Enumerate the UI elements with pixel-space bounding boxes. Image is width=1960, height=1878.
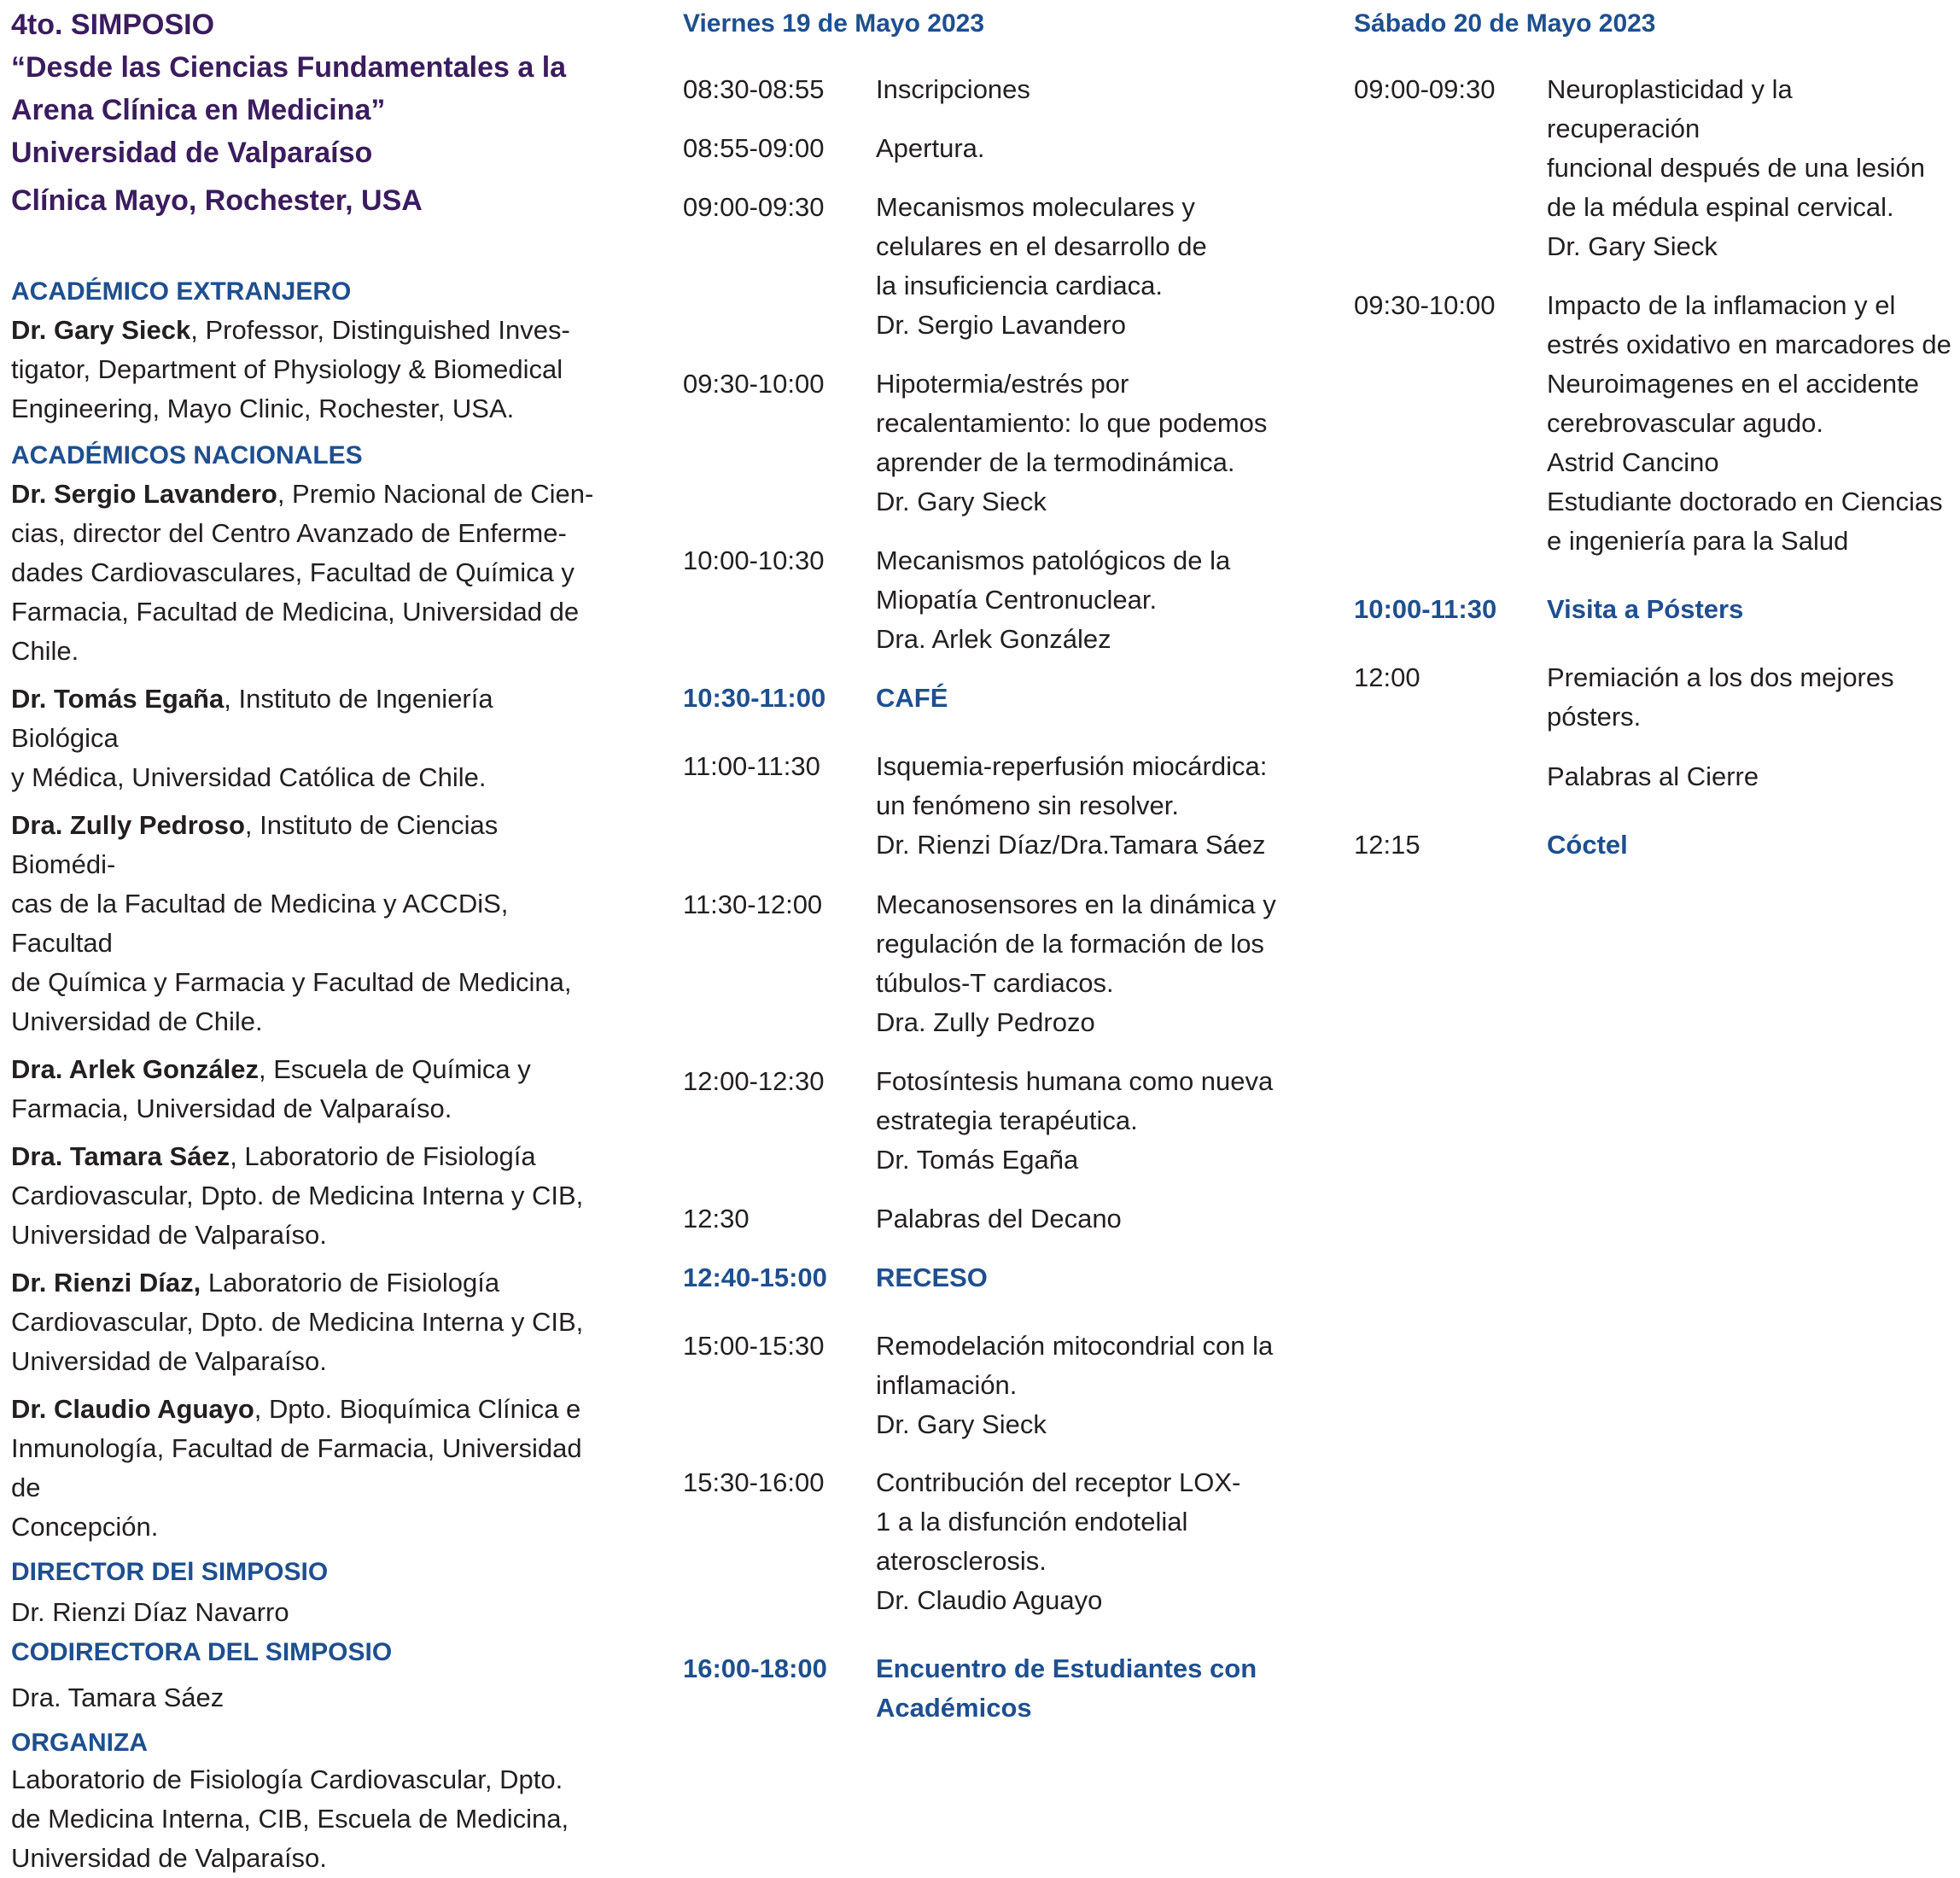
agenda-item: [876, 70, 1298, 109]
agenda-time: 12:40-15:00: [683, 1263, 827, 1292]
agenda-item: [876, 679, 1298, 718]
agenda-line: Cóctel: [1547, 830, 1628, 860]
agenda-item: [876, 885, 1298, 1042]
friday-column: [683, 0, 1298, 1728]
agenda-line: Dr. Tomás Egaña: [876, 1145, 1079, 1175]
agenda-line: Académicos: [876, 1693, 1032, 1723]
agenda-line: regulación de la formación de los: [876, 929, 1264, 959]
agenda-line: pósters.: [1547, 702, 1642, 732]
agenda-line: la insuficiencia cardiaca.: [876, 271, 1164, 300]
agenda-time: 09:30-10:00: [1354, 290, 1496, 320]
academic-line: [11, 1390, 600, 1429]
agenda-line: Impacto de la inflamacion y el: [1547, 290, 1896, 320]
academic-line: Farmacia, Universidad de Valparaíso.: [11, 1094, 452, 1123]
academic-name: Dr. Claudio Aguayo: [11, 1394, 254, 1424]
agenda-row: [683, 747, 1298, 865]
agenda-line: aprender de la termodinámica.: [876, 447, 1235, 477]
academic-line: de Química y Farmacia y Facultad de Medicina,: [11, 967, 572, 997]
academic-line: Inmunología, Facultad de Farmacia, Universidad de: [11, 1433, 582, 1502]
organiza-text: [11, 1760, 600, 1878]
agenda-line: Dr. Gary Sieck: [876, 1409, 1047, 1439]
saturday-agenda: [1354, 70, 1951, 865]
agenda-line: Encuentro de Estudiantes con: [876, 1653, 1257, 1683]
agenda-line: Dr. Rienzi Díaz/Dra.Tamara Sáez: [876, 830, 1266, 860]
agenda-row: [1354, 590, 1951, 629]
academic-entry: [11, 806, 600, 1041]
agenda-time: 11:00-11:30: [683, 751, 820, 781]
agenda-item: [1547, 590, 1951, 629]
agenda-line: de la médula espinal cervical.: [1547, 192, 1894, 222]
academic-line: [11, 1137, 600, 1176]
academic-line: dades Cardiovasculares, Facultad de Química y: [11, 557, 575, 587]
agenda-line: Mecanismos patológicos de la: [876, 545, 1231, 575]
agenda-row: [1354, 825, 1951, 865]
academic-line: Cardiovascular, Dpto. de Medicina Interna y CIB,: [11, 1181, 584, 1210]
agenda-line: Visita a Pósters: [1547, 594, 1744, 624]
academic-line: [11, 1050, 600, 1089]
agenda-row: [1354, 658, 1951, 737]
academic-line: [11, 806, 600, 884]
agenda-row: [683, 1463, 1298, 1620]
agenda-item: [876, 129, 1298, 168]
agenda-time: 15:30-16:00: [683, 1467, 825, 1497]
agenda-line: Mecanismos moleculares y: [876, 192, 1195, 222]
agenda-item: [876, 1649, 1298, 1728]
agenda-item: [1547, 825, 1951, 865]
agenda-line: Dr. Gary Sieck: [876, 487, 1047, 516]
agenda-item: [1547, 658, 1951, 737]
agenda-item: [876, 1327, 1298, 1444]
agenda-time: [1354, 757, 1547, 796]
agenda-line: inflamación.: [876, 1370, 1018, 1400]
agenda-row: [683, 129, 1298, 168]
symposium-title: [11, 0, 600, 222]
saturday-column: [1354, 0, 1951, 865]
academic-affiliation: , Laboratorio de Fisiología: [230, 1141, 536, 1171]
agenda-item: [876, 365, 1298, 522]
academic-line: Engineering, Mayo Clinic, Rochester, USA.: [11, 394, 515, 423]
agenda-item: [876, 1199, 1298, 1239]
agenda-row: [683, 1649, 1298, 1728]
academic-affiliation: , Premio Nacional de Cien-: [277, 479, 594, 509]
agenda-time: 12:30: [683, 1204, 750, 1234]
academic-line: Concepción.: [11, 1512, 159, 1542]
agenda-time: 15:00-15:30: [683, 1331, 825, 1361]
agenda-line: RECESO: [876, 1263, 988, 1292]
friday-agenda: [683, 70, 1298, 1728]
agenda-line: e ingeniería para la Salud: [1547, 526, 1849, 556]
academic-entry: [11, 1137, 600, 1255]
agenda-line: celulares en el desarrollo de: [876, 231, 1207, 261]
academic-entry: [11, 679, 600, 797]
agenda-row: [683, 1258, 1298, 1298]
academic-entry: [11, 1050, 600, 1129]
agenda-time: 12:00-12:30: [683, 1066, 825, 1096]
academicos-nacionales-list: [11, 475, 600, 1547]
agenda-line: Neuroplasticidad y la: [1547, 74, 1793, 104]
agenda-time: 08:30-08:55: [683, 74, 825, 104]
academic-line: Universidad de Valparaíso.: [11, 1220, 327, 1250]
academic-entry: [11, 1390, 600, 1547]
academic-name: Dr. Gary Sieck: [11, 315, 191, 345]
agenda-line: Inscripciones: [876, 74, 1030, 104]
agenda-line: un fenómeno sin resolver.: [876, 790, 1179, 820]
academic-line: Universidad de Valparaíso.: [11, 1346, 327, 1376]
agenda-row: [683, 70, 1298, 109]
director-heading: DIRECTOR DEl SIMPOSIO: [11, 1558, 329, 1586]
agenda-line: Palabras del Decano: [876, 1204, 1122, 1234]
agenda-line: Hipotermia/estrés por: [876, 369, 1129, 399]
agenda-item: [1547, 286, 1951, 561]
academic-affiliation: , Professor, Distinguished Inves-: [190, 315, 570, 345]
friday-heading: Viernes 19 de Mayo 2023: [683, 9, 984, 38]
agenda-time: 09:00-09:30: [1354, 74, 1496, 104]
agenda-line: Premiación a los dos mejores: [1547, 662, 1894, 692]
agenda-line: Palabras al Cierre: [1547, 761, 1759, 791]
academic-line: Chile.: [11, 636, 79, 666]
agenda-item: [876, 1463, 1298, 1620]
title-line: Arena Clínica en Medicina”: [11, 94, 386, 126]
academic-line: [11, 679, 600, 758]
academic-line: [11, 311, 600, 350]
agenda-line: recalentamiento: lo que podemos: [876, 408, 1268, 438]
academic-line: Universidad de Chile.: [11, 1006, 263, 1036]
academic-line: [11, 1263, 600, 1303]
agenda-time: 10:00-10:30: [683, 545, 825, 575]
organiza-line: Laboratorio de Fisiología Cardiovascular, Dpto.: [11, 1764, 563, 1794]
agenda-line: Apertura.: [876, 133, 985, 163]
academic-line: Farmacia, Facultad de Medicina, Universidad de: [11, 597, 580, 627]
organiza-heading: ORGANIZA: [11, 1729, 148, 1757]
academico-extranjero-heading: ACADÉMICO EXTRANJERO: [11, 277, 352, 306]
agenda-line: 1 a la disfunción endotelial: [876, 1507, 1188, 1537]
academic-line: tigator, Department of Physiology & Biomedical: [11, 354, 563, 384]
agenda-item: [876, 541, 1298, 659]
agenda-line: funcional después de una lesión: [1547, 153, 1925, 183]
academic-line: Cardiovascular, Dpto. de Medicina Interna y CIB,: [11, 1307, 584, 1337]
academic-name: Dra. Tamara Sáez: [11, 1141, 230, 1171]
academic-name: Dr. Sergio Lavandero: [11, 479, 277, 509]
academic-name: Dra. Zully Pedroso: [11, 810, 245, 840]
academic-entry: [11, 1263, 600, 1381]
agenda-line: túbulos-T cardiacos.: [876, 968, 1114, 998]
academic-entry: [11, 311, 600, 429]
agenda-row: [683, 679, 1298, 718]
title-line: “Desde las Ciencias Fundamentales a la: [11, 51, 567, 84]
agenda-line: Astrid Cancino: [1547, 447, 1719, 477]
agenda-row: [1354, 286, 1951, 561]
agenda-time: 09:00-09:30: [683, 192, 825, 222]
academic-affiliation: , Instituto de Ingeniería Biológica: [11, 684, 493, 753]
agenda-item: [1547, 70, 1951, 266]
agenda-line: estrategia terapéutica.: [876, 1105, 1138, 1135]
academico-extranjero-list: [11, 311, 600, 429]
agenda-item: [1547, 757, 1951, 796]
academic-line: cas de la Facultad de Medicina y ACCDiS, Facultad: [11, 889, 509, 958]
academic-line: [11, 475, 600, 514]
agenda-row: [683, 885, 1298, 1042]
agenda-line: Dr. Sergio Lavandero: [876, 310, 1126, 340]
agenda-time: 08:55-09:00: [683, 133, 825, 163]
agenda-line: Fotosíntesis humana como nueva: [876, 1066, 1274, 1096]
academicos-nacionales-heading: ACADÉMICOS NACIONALES: [11, 441, 363, 470]
agenda-line: Contribución del receptor LOX-: [876, 1467, 1241, 1497]
organiza-line: Universidad de Valparaíso.: [11, 1843, 327, 1873]
agenda-time: 12:00: [1354, 662, 1420, 692]
agenda-item: [876, 747, 1298, 865]
academic-line: y Médica, Universidad Católica de Chile.: [11, 762, 487, 792]
agenda-time: 09:30-10:00: [683, 369, 825, 399]
agenda-time: 12:15: [1354, 830, 1420, 860]
agenda-time: 10:00-11:30: [1354, 594, 1497, 624]
agenda-row: [1354, 70, 1951, 266]
agenda-line: aterosclerosis.: [876, 1546, 1047, 1576]
agenda-line: recuperación: [1547, 114, 1700, 143]
left-column: [11, 0, 600, 1878]
agenda-row: [683, 1199, 1298, 1239]
saturday-heading: Sábado 20 de Mayo 2023: [1354, 9, 1656, 38]
agenda-line: cerebrovascular agudo.: [1547, 408, 1823, 438]
agenda-item: [876, 1062, 1298, 1180]
agenda-item: [876, 1258, 1298, 1298]
agenda-item: [876, 188, 1298, 345]
academic-entry: [11, 475, 600, 671]
agenda-line: Dra. Zully Pedrozo: [876, 1007, 1095, 1037]
academic-affiliation: , Instituto de Ciencias Biomédi-: [11, 810, 499, 879]
agenda-time: 10:30-11:00: [683, 683, 826, 713]
agenda-row: [683, 188, 1298, 345]
codirectora-heading: CODIRECTORA DEL SIMPOSIO: [11, 1638, 393, 1666]
agenda-line: estrés oxidativo en marcadores de: [1547, 330, 1951, 359]
agenda-row: [683, 1062, 1298, 1180]
title-line: Universidad de Valparaíso: [11, 137, 373, 169]
agenda-line: Dr. Claudio Aguayo: [876, 1585, 1103, 1615]
organiza-line: de Medicina Interna, CIB, Escuela de Medicina,: [11, 1804, 569, 1834]
title-line: 4to. SIMPOSIO: [11, 9, 215, 41]
agenda-line: Dr. Gary Sieck: [1547, 231, 1718, 261]
agenda-row: [683, 365, 1298, 522]
agenda-line: CAFÉ: [876, 683, 948, 713]
agenda-time: 11:30-12:00: [683, 889, 823, 919]
agenda-line: Estudiante doctorado en Ciencias: [1547, 487, 1943, 516]
agenda-line: Remodelación mitocondrial con la: [876, 1331, 1274, 1361]
academic-name: Dra. Arlek González: [11, 1054, 260, 1084]
title-line: Clínica Mayo, Rochester, USA: [11, 184, 423, 217]
academic-affiliation: , Dpto. Bioquímica Clínica e: [254, 1394, 581, 1424]
agenda-line: Miopatía Centronuclear.: [876, 585, 1158, 615]
academic-name: Dr. Rienzi Díaz,: [11, 1268, 201, 1298]
agenda-line: Isquemia-reperfusión miocárdica:: [876, 751, 1268, 781]
agenda-row: [683, 1327, 1298, 1444]
agenda-row: [1354, 757, 1951, 796]
academic-name: Dr. Tomás Egaña: [11, 684, 225, 714]
agenda-row: [683, 541, 1298, 659]
agenda-time: 16:00-18:00: [683, 1653, 827, 1683]
academic-affiliation: Laboratorio de Fisiología: [201, 1268, 500, 1298]
director-name: Dr. Rienzi Díaz Navarro: [11, 1597, 289, 1627]
academic-line: cias, director del Centro Avanzado de Enferme-: [11, 518, 567, 548]
agenda-line: Neuroimagenes en el accidente: [1547, 369, 1919, 399]
codirectora-name: Dra. Tamara Sáez: [11, 1683, 225, 1712]
agenda-line: Mecanosensores en la dinámica y: [876, 889, 1276, 919]
academic-affiliation: , Escuela de Química y: [259, 1054, 531, 1084]
agenda-line: Dra. Arlek González: [876, 624, 1111, 654]
